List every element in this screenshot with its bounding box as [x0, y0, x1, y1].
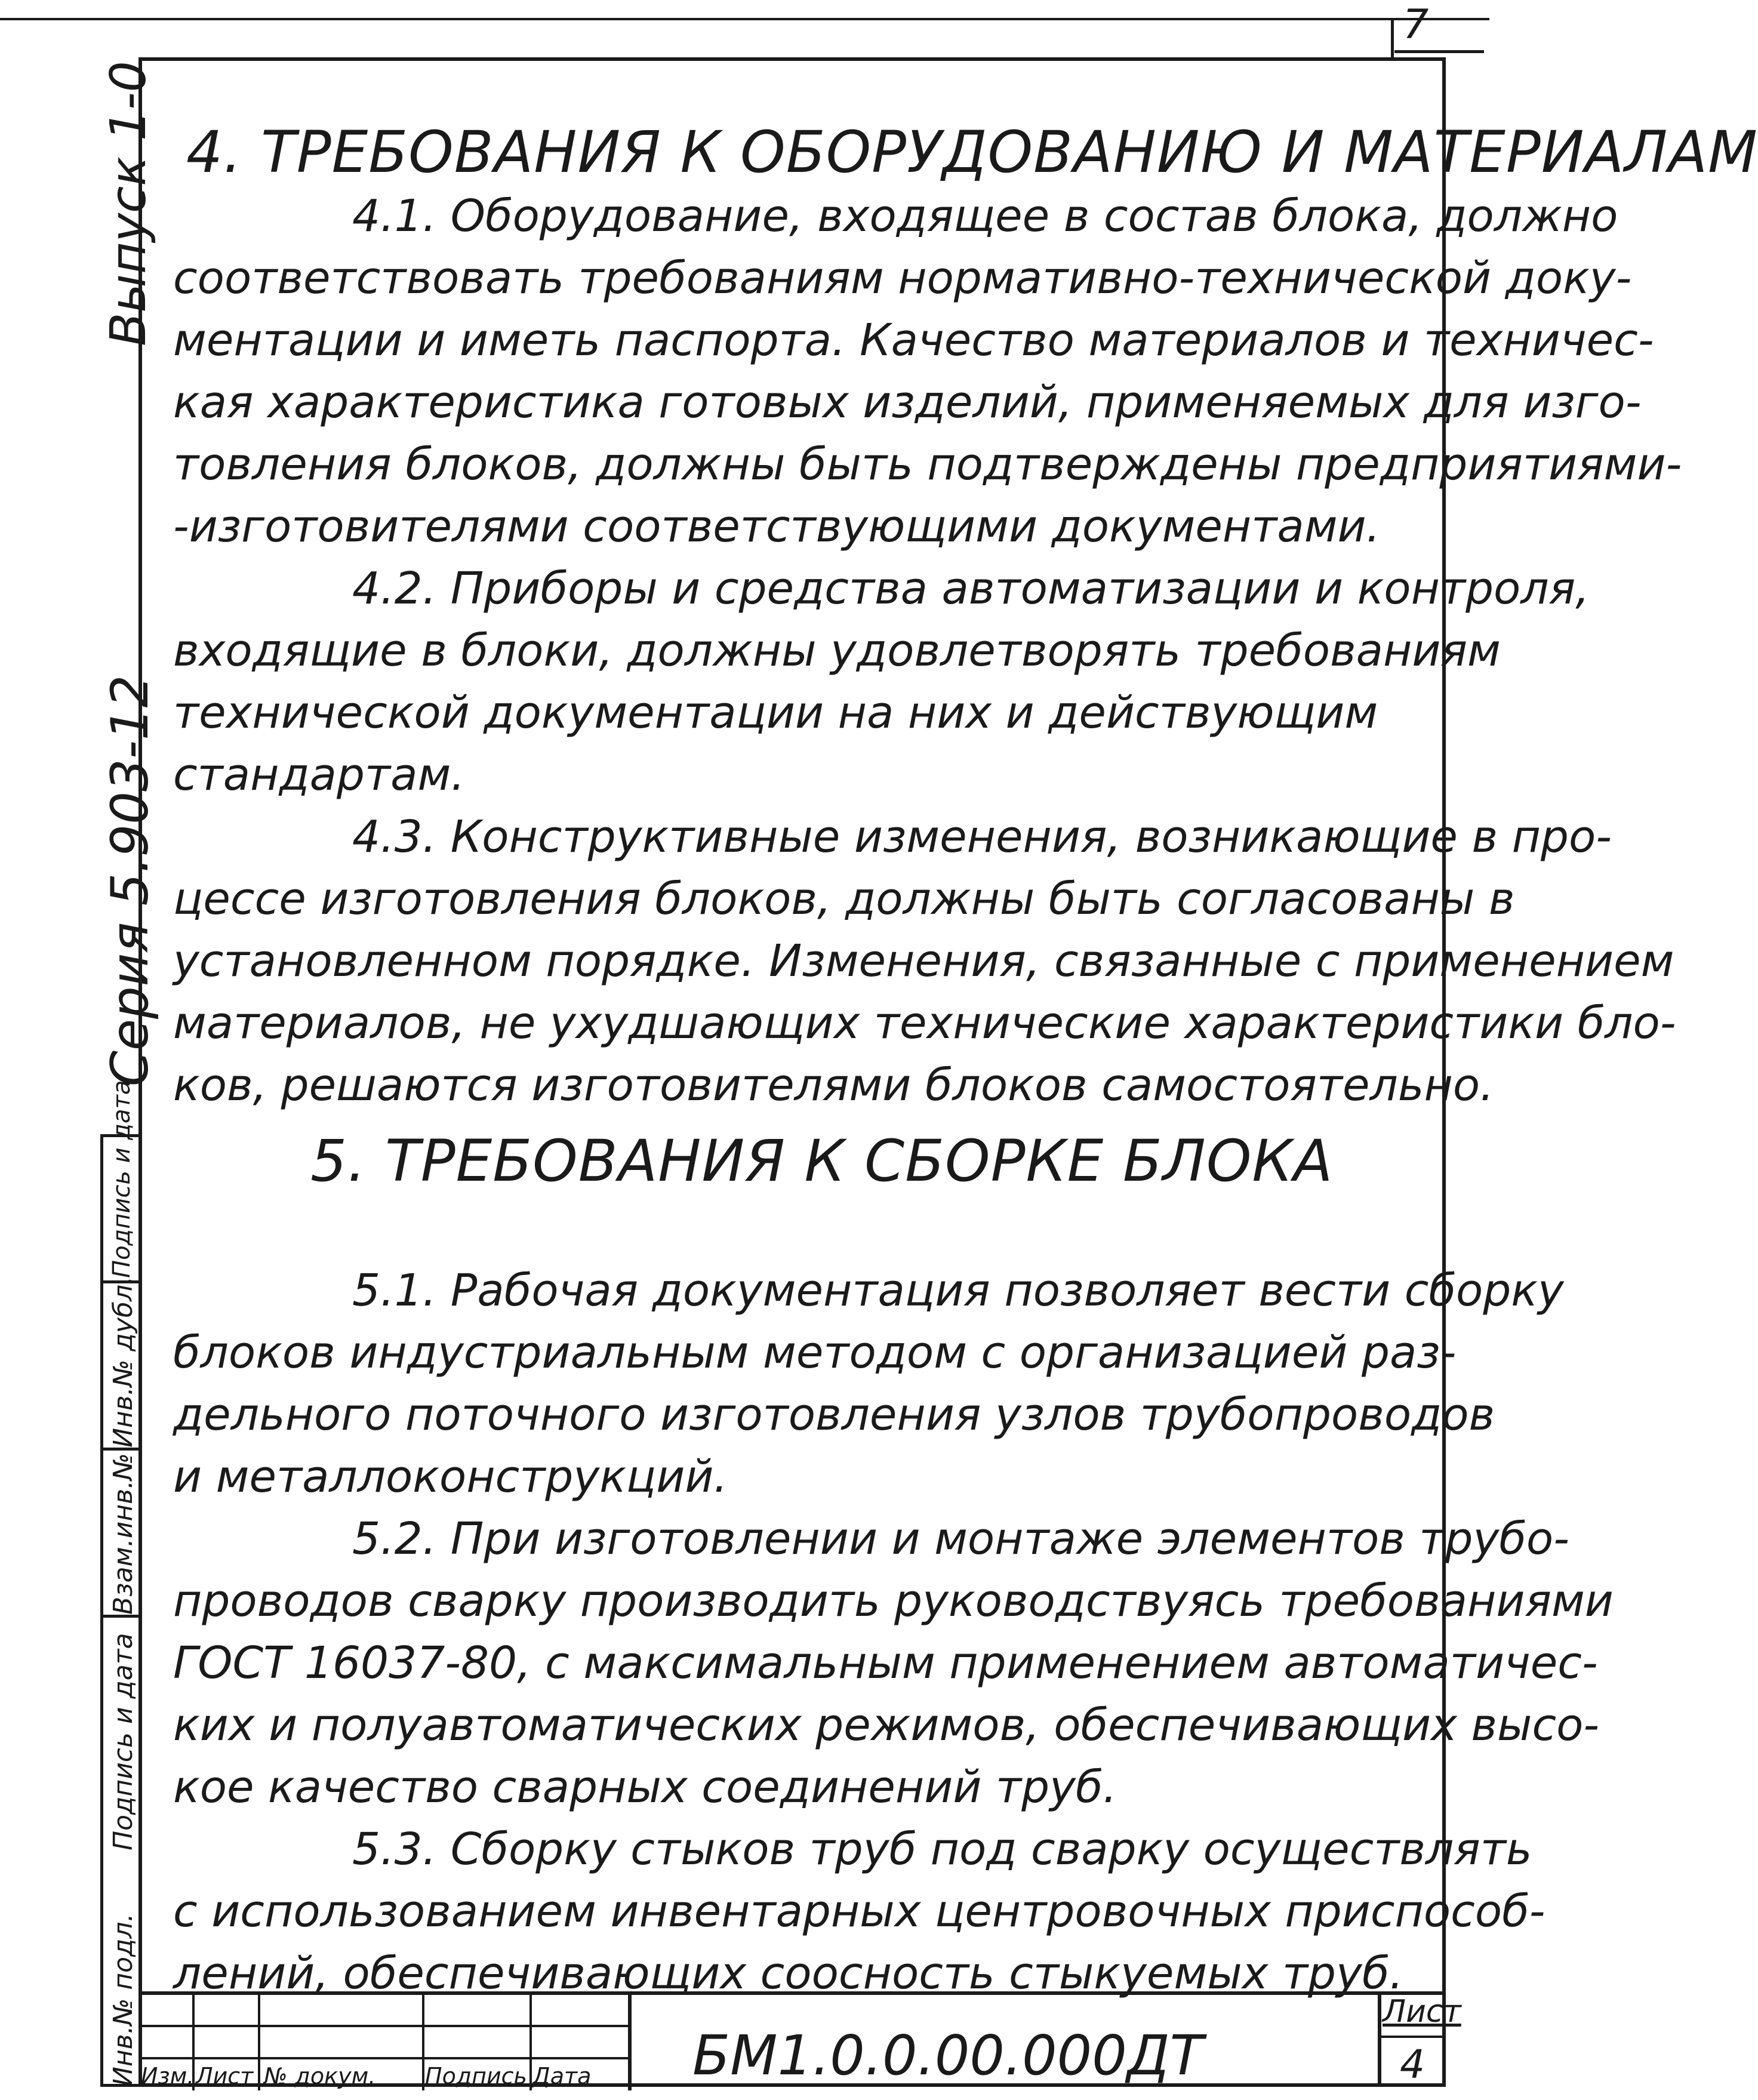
text-line: 4.1. Оборудование, входящее в состав блока, должно	[352, 190, 1618, 242]
issue-label: Выпуск 1-0	[100, 61, 157, 346]
grid-line	[138, 2025, 628, 2027]
text-line: дельного поточного изготовления узлов трубопроводов	[173, 1389, 1495, 1440]
grid-line	[138, 2057, 628, 2059]
stamp-cell-vzam-inv	[103, 1448, 141, 1615]
stamp-cell-signature-date-1	[103, 1615, 141, 1850]
text-line: 5.3. Сборку стыков труб под сварку осуществлять	[352, 1824, 1532, 1875]
column-label-document-no: № докум.	[264, 2063, 376, 2089]
section-4-heading: 4. ТРЕБОВАНИЯ К ОБОРУДОВАНИЮ И МАТЕРИАЛАМ	[186, 119, 1758, 186]
text-line: ков, решаются изготовителями блоков самостоятельно.	[173, 1060, 1494, 1111]
stamp-label-signature-date-2: Подпись и дата	[108, 1080, 136, 1278]
page-number: 7	[1403, 1, 1429, 48]
stamp-label-inv-dubl: Инв.№ дубл.	[108, 1276, 138, 1448]
text-line: блоков индустриальным методом с организацией раз-	[173, 1327, 1457, 1378]
text-line: 5.2. При изготовлении и монтаже элементов трубо-	[352, 1513, 1569, 1565]
text-line: лений, обеспечивающих соосность стыкуемых труб.	[173, 1948, 1403, 1999]
stamp-label-vzam-inv: Взам.инв.№	[108, 1453, 138, 1615]
text-line: материалов, не ухудшающих технические характеристики бло-	[173, 997, 1676, 1049]
sheet-box-divider	[1378, 2036, 1446, 2038]
text-line: с использованием инвентарных центровочных приспособ-	[173, 1886, 1545, 1937]
text-line: товления блоков, должны быть подтверждены предприятиями-	[173, 439, 1682, 490]
series-label: Серия 5.903-12	[100, 675, 160, 1086]
document-body	[173, 119, 1758, 1999]
text-line: кая характеристика готовых изделий, применяемых для изго-	[173, 377, 1642, 428]
column-label-signature: Подпись	[425, 2063, 527, 2089]
title-block-separator	[628, 1995, 632, 2090]
text-line: ГОСТ 16037-80, с максимальным применением автоматичес-	[173, 1637, 1598, 1689]
column-label-change: Изм.	[141, 2063, 195, 2089]
text-line: -изготовителями соответствующими документами.	[173, 501, 1381, 552]
section-4-text	[173, 185, 1682, 1116]
stamp-cell-signature-date-2	[103, 1080, 141, 1280]
top-border-line	[0, 18, 1489, 20]
text-line: установленном порядке. Изменения, связанные с применением	[173, 935, 1674, 987]
text-line: технической документации на них и действующим	[173, 687, 1378, 738]
text-line: ких и полуавтоматических режимов, обеспечивающих высо-	[173, 1699, 1600, 1751]
sheet-number: 4	[1400, 2042, 1425, 2087]
column-label-sheet: Лист	[196, 2063, 254, 2089]
text-line: 4.2. Приборы и средства автоматизации и контроля,	[352, 563, 1590, 614]
section-5-text	[173, 1260, 1614, 2004]
left-stamp-column	[100, 1080, 138, 2087]
text-line: кое качество сварных соединений труб.	[173, 1762, 1117, 1813]
column-label-date: Дата	[532, 2063, 592, 2089]
stamp-cell-inv-podl	[103, 1850, 141, 2089]
stamp-label-inv-podl: Инв.№ подл.	[108, 1913, 138, 2086]
stamp-label-signature-date-1: Подпись и дата	[108, 1633, 138, 1850]
revision-grid	[138, 1995, 628, 2090]
page-number-underline	[1394, 50, 1484, 53]
text-line: и металлоконструкций.	[173, 1451, 728, 1502]
text-line: ментации и иметь паспорта. Качество материалов и техничес-	[173, 315, 1654, 366]
grid-line	[422, 1995, 424, 2090]
text-line: 4.3. Конструктивные изменения, возникающие в про-	[352, 811, 1612, 863]
grid-line	[258, 1995, 260, 2090]
grid-line	[529, 1995, 532, 2090]
section-5-heading: 5. ТРЕБОВАНИЯ К СБОРКЕ БЛОКА	[310, 1128, 1334, 1194]
text-line: входящие в блоки, должны удовлетворять требованиям	[173, 625, 1501, 676]
text-line: цессе изготовления блоков, должны быть согласованы в	[173, 873, 1515, 925]
text-line: проводов сварку производить руководствуясь требованиями	[173, 1575, 1614, 1627]
text-line: стандартам.	[173, 749, 465, 800]
stamp-cell-inv-dubl	[103, 1276, 141, 1448]
sheet-label: Лист	[1383, 1994, 1461, 2030]
text-line: 5.1. Рабочая документация позволяет вести сборку	[352, 1265, 1564, 1316]
text-line: соответствовать требованиям нормативно-технической доку-	[173, 253, 1632, 304]
document-code: БМ1.0.0.00.000ДТ	[692, 2024, 1203, 2087]
